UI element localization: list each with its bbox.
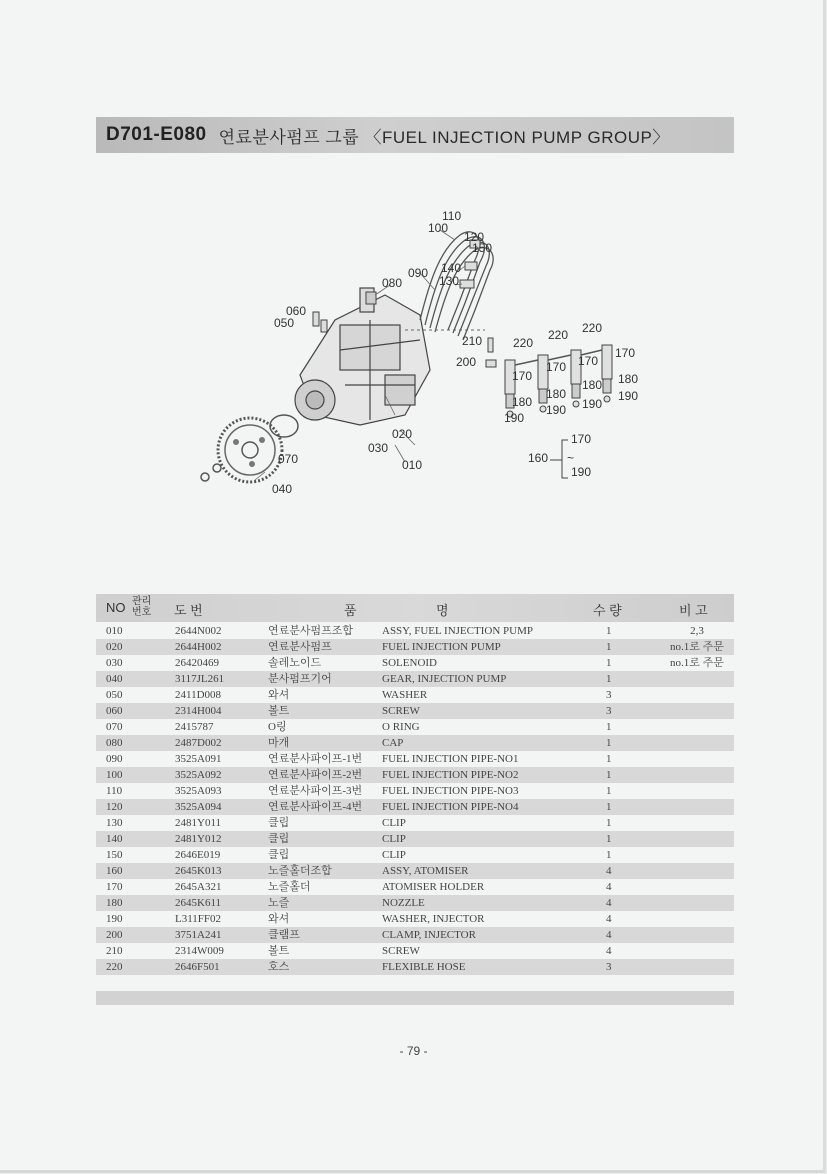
part-name-en: ASSY, ATOMISER — [382, 865, 469, 877]
table-row — [96, 687, 734, 703]
remarks: no.1로 주문 — [670, 657, 724, 669]
col-part-number: 도 번 — [174, 603, 203, 618]
o-ring — [270, 415, 298, 437]
injection-pump-body — [295, 288, 430, 425]
part-number: 26420469 — [175, 657, 219, 669]
quantity: 1 — [606, 657, 612, 669]
table-row — [96, 895, 734, 911]
quantity: 1 — [606, 721, 612, 733]
quantity: 1 — [606, 801, 612, 813]
table-footer-bar — [96, 991, 734, 1005]
quantity: 1 — [606, 737, 612, 749]
part-name-kr: 솔레노이드 — [268, 657, 322, 669]
item-no: 210 — [106, 945, 123, 957]
part-name-kr: 연료분사파이프-1번 — [268, 753, 363, 765]
quantity: 4 — [606, 913, 612, 925]
table-row — [96, 719, 734, 735]
table-row — [96, 751, 734, 767]
part-number: 2481Y011 — [175, 817, 222, 829]
callout: 190 — [618, 389, 639, 403]
table-row — [96, 815, 734, 831]
callout: 200 — [456, 355, 477, 369]
quantity: 1 — [606, 785, 612, 797]
col-remarks: 비 고 — [679, 603, 708, 618]
quantity: 1 — [606, 625, 612, 637]
item-no: 150 — [106, 849, 123, 861]
part-number: L311FF02 — [175, 913, 222, 925]
quantity: 1 — [606, 833, 612, 845]
callout: 190 — [571, 465, 592, 479]
table-row — [96, 639, 734, 655]
item-no: 020 — [106, 641, 123, 653]
quantity: 1 — [606, 753, 612, 765]
remarks: no.1로 주문 — [670, 641, 724, 653]
table-row — [96, 671, 734, 687]
callout: 050 — [274, 316, 295, 330]
part-number: 3117JL261 — [175, 673, 225, 685]
callout: 190 — [504, 411, 525, 425]
callout: 140 — [441, 261, 462, 275]
part-name-kr: 클립 — [268, 849, 290, 861]
table-row — [96, 863, 734, 879]
part-name-en: SCREW — [382, 705, 420, 717]
pipe-clip — [465, 262, 477, 270]
quantity: 3 — [606, 689, 612, 701]
table-row — [96, 847, 734, 863]
callout: 170 — [512, 369, 533, 383]
item-no: 170 — [106, 881, 123, 893]
item-no: 110 — [106, 785, 123, 797]
part-name-en: FUEL INJECTION PUMP — [382, 641, 501, 653]
quantity: 1 — [606, 641, 612, 653]
part-name-kr: 클립 — [268, 833, 290, 845]
part-name-en: WASHER, INJECTOR — [382, 913, 485, 925]
col-mgmt-label-1: 관리 — [132, 596, 152, 607]
table-row — [96, 911, 734, 927]
part-name-kr: 연료분사파이프-4번 — [268, 801, 363, 813]
callout: 220 — [548, 328, 569, 342]
part-name-kr: 볼트 — [268, 945, 290, 957]
callout: 020 — [392, 427, 413, 441]
item-no: 220 — [106, 961, 123, 973]
exploded-parts-diagram — [190, 200, 650, 510]
page-number: - 79 - — [399, 1044, 428, 1058]
part-number: 3525A093 — [175, 785, 222, 797]
part-name-en: FLEXIBLE HOSE — [382, 961, 466, 973]
part-name-kr: 연료분사펌프조합 — [268, 625, 354, 637]
callout: 170 — [546, 360, 567, 374]
callout: 180 — [546, 387, 567, 401]
table-row — [96, 927, 734, 943]
part-name-en: GEAR, INJECTION PUMP — [382, 673, 507, 685]
quantity: 4 — [606, 945, 612, 957]
part-name-kr: 와셔 — [268, 913, 290, 925]
table-row — [96, 703, 734, 719]
clamp-screw — [488, 338, 493, 352]
part-name-kr: 볼트 — [268, 705, 290, 717]
injection-pump-gear — [218, 418, 282, 482]
part-name-kr: 노즐홀더 — [268, 881, 311, 893]
part-name-en: ASSY, FUEL INJECTION PUMP — [382, 625, 533, 637]
part-name-en: NOZZLE — [382, 897, 425, 909]
part-name-kr: 와셔 — [268, 689, 290, 701]
pipe-clip — [460, 280, 474, 288]
callout: 170 — [578, 354, 599, 368]
gear-nut — [201, 473, 209, 481]
table-row — [96, 735, 734, 751]
part-number: 2645K611 — [175, 897, 222, 909]
assembly-bracket — [550, 440, 568, 478]
part-name-kr: 연료분사파이프-2번 — [268, 769, 363, 781]
item-no: 160 — [106, 865, 123, 877]
item-no: 140 — [106, 833, 123, 845]
part-name-kr: 노즐 — [268, 897, 290, 909]
part-name-en: WASHER — [382, 689, 428, 701]
col-name-2: 명 — [436, 603, 449, 618]
parts-table-header — [96, 594, 734, 622]
part-name-kr: 분사펌프기어 — [268, 673, 332, 685]
quantity: 1 — [606, 769, 612, 781]
part-number: 2646E019 — [175, 849, 221, 861]
part-number: 2415787 — [175, 721, 214, 733]
part-name-en: ATOMISER HOLDER — [382, 881, 485, 893]
part-number: 2487D002 — [175, 737, 222, 749]
quantity: 1 — [606, 673, 612, 685]
part-name-en: FUEL INJECTION PIPE-NO4 — [382, 801, 519, 813]
item-no: 040 — [106, 673, 123, 685]
part-number: 2644H002 — [175, 641, 222, 653]
table-row — [96, 879, 734, 895]
item-no: 100 — [106, 769, 123, 781]
part-name-en: CLAMP, INJECTOR — [382, 929, 476, 941]
callout: 040 — [272, 482, 293, 496]
table-row — [96, 943, 734, 959]
callout: 090 — [408, 266, 429, 280]
part-number: 2411D008 — [175, 689, 222, 701]
parts-table-body — [96, 623, 734, 975]
table-row — [96, 767, 734, 783]
part-name-en: FUEL INJECTION PIPE-NO2 — [382, 769, 519, 781]
quantity: 4 — [606, 865, 612, 877]
part-number: 2645A321 — [175, 881, 222, 893]
table-row — [96, 655, 734, 671]
item-no: 130 — [106, 817, 123, 829]
part-name-en: O RING — [382, 721, 420, 733]
item-no: 190 — [106, 913, 123, 925]
callout: 010 — [402, 458, 423, 472]
callout: 120 — [464, 230, 485, 244]
callout: 190 — [546, 403, 567, 417]
callout: 180 — [582, 378, 603, 392]
part-name-kr: 연료분사펌프 — [268, 641, 332, 653]
part-name-en: SOLENOID — [382, 657, 437, 669]
quantity: 3 — [606, 961, 612, 973]
callout: 220 — [582, 321, 603, 335]
part-name-kr: 노즐홀더조합 — [268, 865, 332, 877]
part-number: 3525A094 — [175, 801, 222, 813]
callout: 150 — [472, 241, 493, 255]
callout: ~ — [567, 451, 575, 465]
part-name-en: CLIP — [382, 817, 406, 829]
callout: 180 — [512, 395, 533, 409]
table-row — [96, 831, 734, 847]
callout: 190 — [582, 397, 603, 411]
callout: 100 — [428, 221, 449, 235]
item-no: 120 — [106, 801, 123, 813]
part-name-en: FUEL INJECTION PIPE-NO1 — [382, 753, 519, 765]
quantity: 4 — [606, 881, 612, 893]
part-name-kr: 클립 — [268, 817, 290, 829]
col-no: NO — [106, 600, 126, 615]
item-no: 030 — [106, 657, 123, 669]
item-no: 090 — [106, 753, 123, 765]
callout: 030 — [368, 441, 389, 455]
part-name-kr: 연료분사파이프-3번 — [268, 785, 363, 797]
quantity: 4 — [606, 897, 612, 909]
part-number: 3525A091 — [175, 753, 222, 765]
quantity: 1 — [606, 817, 612, 829]
part-name-kr: O링 — [268, 721, 287, 733]
part-name-kr: 호스 — [268, 961, 290, 973]
quantity: 1 — [606, 849, 612, 861]
part-name-en: SCREW — [382, 945, 420, 957]
part-name-en: CLIP — [382, 849, 406, 861]
callout: 060 — [286, 304, 307, 318]
remarks: 2,3 — [690, 625, 704, 637]
part-name-en: CLIP — [382, 833, 406, 845]
callout: 130 — [439, 274, 460, 288]
section-code: D701-E080 — [106, 124, 207, 145]
injector-clamp — [486, 360, 496, 367]
item-no: 200 — [106, 929, 123, 941]
callout: 070 — [278, 452, 299, 466]
part-name-en: CAP — [382, 737, 404, 749]
item-no: 080 — [106, 737, 123, 749]
pump-mount-screw — [313, 312, 327, 332]
table-row — [96, 959, 734, 975]
item-no: 010 — [106, 625, 123, 637]
table-row — [96, 783, 734, 799]
gear-washer — [213, 464, 221, 472]
part-number: 2645K013 — [175, 865, 222, 877]
table-row — [96, 623, 734, 639]
part-number: 3525A092 — [175, 769, 222, 781]
callout: 170 — [571, 432, 592, 446]
part-number: 2481Y012 — [175, 833, 222, 845]
part-name-kr: 클램프 — [268, 929, 300, 941]
col-quantity: 수 량 — [593, 603, 622, 618]
table-row — [96, 799, 734, 815]
item-no: 180 — [106, 897, 123, 909]
item-no: 070 — [106, 721, 123, 733]
callout: 220 — [513, 336, 534, 350]
callout: 210 — [462, 334, 483, 348]
quantity: 3 — [606, 705, 612, 717]
item-no: 050 — [106, 689, 123, 701]
callout: 180 — [618, 372, 639, 386]
section-title: 연료분사펌프 그룹 〈FUEL INJECTION PUMP GROUP〉 — [218, 127, 670, 147]
part-number: 2314W009 — [175, 945, 224, 957]
part-number: 2646F501 — [175, 961, 220, 973]
item-no: 060 — [106, 705, 123, 717]
cap — [366, 292, 376, 304]
part-name-kr: 마개 — [268, 737, 290, 749]
part-name-en: FUEL INJECTION PIPE-NO3 — [382, 785, 519, 797]
col-name-1: 품 — [344, 603, 357, 618]
quantity: 4 — [606, 929, 612, 941]
part-number: 2314H004 — [175, 705, 222, 717]
callout: 110 — [442, 209, 462, 223]
part-number: 3751A241 — [175, 929, 222, 941]
callout: 080 — [382, 276, 403, 290]
callout: 170 — [615, 346, 636, 360]
col-mgmt-label-2: 번호 — [132, 607, 152, 618]
section-banner — [96, 117, 734, 153]
callout: 160 — [528, 451, 549, 465]
part-number: 2644N002 — [175, 625, 222, 637]
